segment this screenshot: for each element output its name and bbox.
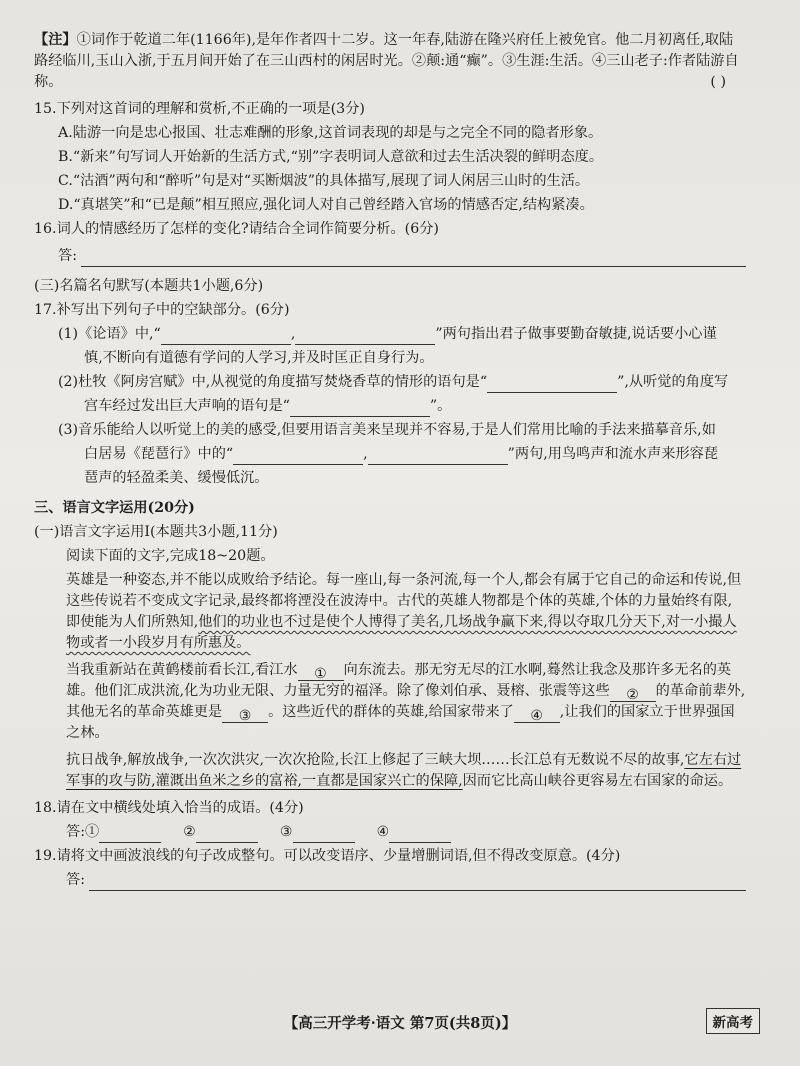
q17-stem: 17.补写出下列句子中的空缺部分。(6分) bbox=[34, 302, 290, 318]
q17-blank-5[interactable] bbox=[233, 448, 363, 465]
q16-answer-line[interactable] bbox=[81, 249, 746, 267]
part3-title: 三、语言文字运用(20分) bbox=[34, 500, 195, 516]
q18-blank-2[interactable] bbox=[196, 826, 258, 843]
q17-item3-cont: 白居易《琵琶行》中的“ , ”两句,用鸟鸣声和流水声来形容琵 bbox=[34, 444, 746, 465]
page-footer: 【高三开学考·语文 第7页(共8页)】 bbox=[283, 1015, 517, 1032]
passage-blank-2[interactable]: ② bbox=[610, 685, 656, 702]
answer-bracket[interactable]: ( ) bbox=[710, 74, 726, 90]
q17-item2: (2)杜牧《阿房宫赋》中,从视觉的角度描写焚烧香草的情形的语句是“ ”,从听觉的角度写 bbox=[34, 372, 746, 393]
underlined-sentence: 它左右过军事的攻与防,灌溉出鱼米之乡的富裕,一直都是国家兴亡的保障, bbox=[66, 752, 742, 789]
q18-blank-4[interactable] bbox=[389, 826, 451, 843]
q19-answer-line[interactable] bbox=[89, 873, 746, 891]
passage-blank-3[interactable]: ③ bbox=[222, 706, 268, 723]
part3-subtitle: (一)语言文字运用Ⅰ(本题共3小题,11分) bbox=[34, 524, 278, 540]
q15-stem: 15.下列对这首词的理解和赏析,不正确的一项是(3分) bbox=[34, 101, 365, 117]
q17-item3-end: 琶声的轻盈柔美、缓慢低沉。 bbox=[84, 470, 269, 486]
q17-item3: (3)音乐能给人以听觉上的美的感受,但要用语言美来呈现并不容易,于是人们常用比喻的手法来描摹音乐,如 bbox=[58, 422, 716, 438]
q18-stem: 18.请在文中横线处填入恰当的成语。(4分) bbox=[34, 800, 304, 816]
q19-answer: 答: bbox=[34, 870, 746, 891]
q17-blank-6[interactable] bbox=[368, 448, 508, 465]
reading-intro: 阅读下面的文字,完成18~20题。 bbox=[66, 548, 275, 564]
note: 【注】①词作于乾道二年(1166年),是年作者四十二岁。这一年春,陆游在隆兴府任上被免官。他二月初离任,取陆路经临川,玉山入浙,于五月间开始了在三山西村的闲居时光。②颠:通“癫”。③生涯:生活。④三山老子:作者陆游自称。 ( ) bbox=[34, 30, 746, 93]
q15-option-b: B.“新来”句写词人开始新的生活方式,“别”字表明词人意欲和过去生活决裂的鲜明态度。 bbox=[58, 149, 604, 165]
edition-badge: 新高考 bbox=[706, 1008, 761, 1034]
q17-blank-3[interactable] bbox=[487, 376, 617, 393]
q15-option-c: C.“沽酒”两句和“醉听”句是对“买断烟波”的具体描写,展现了词人闲居三山时的生活。 bbox=[58, 173, 590, 189]
wavy-sentence: 他们的功业也不过是使个人博得了美名,几场战争赢下来,得以夺取几分天下,对一小撮人物或者一小段岁月有所惠及。 bbox=[66, 614, 737, 651]
passage-para-1: 英雄是一种姿态,并不能以成败给予结论。每一座山,每一条河流,每一个人,都会有属于它自己的命运和传说,但这些传说若不变成文字记录,最终都将湮没在波涛中。古代的英雄人物都是个体的英雄,个体的力量始终有限,即使能为人们所熟知,他们的功业也不过是使个人博得了美名,几场战争赢下来,得以夺取几分天下,对一小撮人物或者一小段岁月有所惠及。 bbox=[66, 572, 742, 651]
passage-blank-1[interactable]: ① bbox=[298, 664, 344, 681]
q17-item1-cont: 慎,不断向有道德有学问的人学习,并及时匡正自身行为。 bbox=[84, 350, 434, 366]
q15-option-d: D.“真堪笑”和“已是颠”相互照应,强化词人对自己曾经踏入官场的情感否定,结构紧凑。 bbox=[58, 197, 594, 213]
passage-para-3: 抗日战争,解放战争,一次次洪灾,一次次抢险,长江上修起了三峡大坝……长江总有无数说不尽的故事,它左右过军事的攻与防,灌溉出鱼米之乡的富裕,一直都是国家兴亡的保障,因而它比高山峡谷更容易左右国家的命运。 bbox=[66, 752, 742, 789]
q15-option-a: A.陆游一向是忠心报国、壮志难酬的形象,这首词表现的却是与之完全不同的隐者形象。 bbox=[58, 125, 603, 141]
q18-answers: 答:① ② ③ ④ bbox=[34, 822, 746, 843]
q18-blank-3[interactable] bbox=[293, 826, 355, 843]
q16-stem: 16.词人的情感经历了怎样的变化?请结合全词作简要分析。(6分) bbox=[34, 221, 439, 237]
q19-stem: 19.请将文中画波浪线的句子改成整句。可以改变语序、少量增删词语,但不得改变原意。(4分) bbox=[34, 848, 621, 864]
passage-para-2: 当我重新站在黄鹤楼前看长江,看江水 ① 向东流去。那无穷无尽的江水啊,蓦然让我念及那许多无名的英雄。他们汇成洪流,化为功业无限、力量无穷的福泽。除了像刘伯承、聂榕、张震等这些 ② 的革命前辈外,其他无名的革命英雄更是 ③ 。这些近代的群体的英雄,给国家带来了 ④ ,让我们的国家立于世界强国之林。 bbox=[66, 662, 746, 741]
q17-item1: (1)《论语》中,“ , ”两句指出君子做事要勤奋敏捷,说话要小心谨 bbox=[34, 324, 746, 345]
section3-title: (三)名篇名句默写(本题共1小题,6分) bbox=[34, 278, 264, 294]
q18-blank-1[interactable] bbox=[99, 826, 161, 843]
q17-blank-4[interactable] bbox=[290, 400, 430, 417]
q17-blank-2[interactable] bbox=[295, 328, 435, 345]
q16-answer: 答: bbox=[34, 246, 746, 267]
q17-blank-1[interactable] bbox=[161, 328, 291, 345]
q17-item2-cont: 宫车经过发出巨大声响的语句是“ ”。 bbox=[34, 396, 746, 417]
passage-blank-4[interactable]: ④ bbox=[514, 706, 560, 723]
